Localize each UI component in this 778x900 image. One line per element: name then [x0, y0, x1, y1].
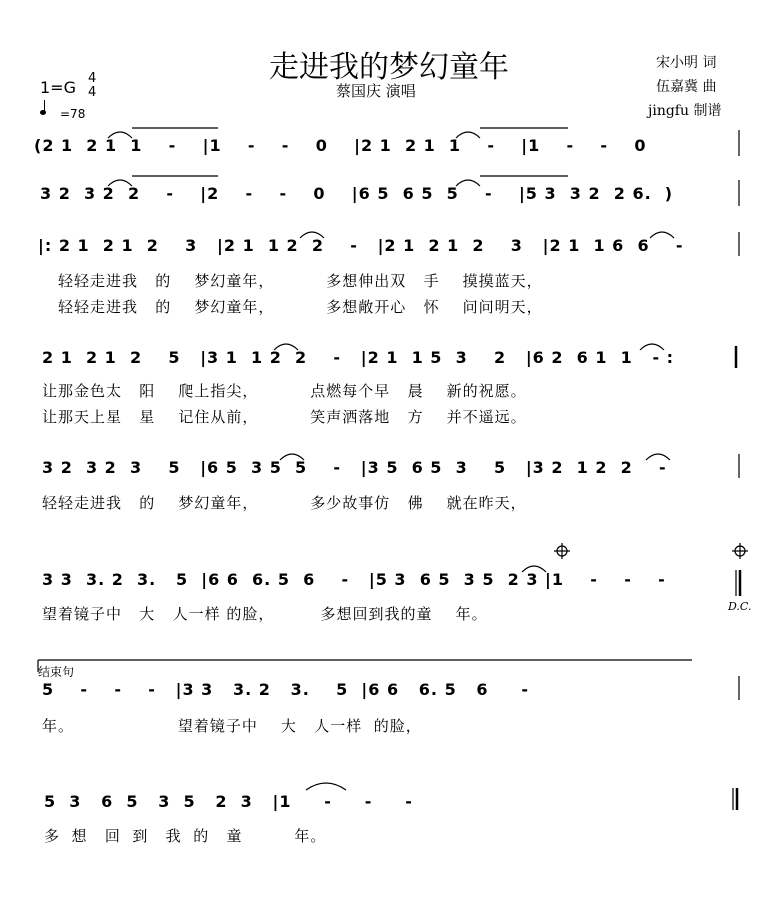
lyricist-credit: 宋小明 词 — [656, 55, 717, 71]
chorus-lyric-1: 轻轻走进我 的 梦幻童年， 多少故事仿 佛 就在昨天， — [42, 494, 527, 512]
coda-lyric-2: 多 想 回 到 我 的 童 年。 — [44, 827, 327, 845]
intro-line-1: (2 1 2 1 1 - |1 - - 0 |2 1 2 1 1 - |1 - - 0 — [34, 136, 647, 155]
coda-label: 结束句 — [38, 665, 75, 679]
verse-lyric-2a: 让那金色太 阳 爬上指尖， 点燃每个早 晨 新的祝愿。 — [42, 382, 527, 400]
arranger-credit: jingfu 制谱 — [648, 103, 722, 119]
intro-line-2: 3 2 3 2 2 - |2 - - 0 |6 5 6 5 5 - |5 3 3 2 2 6. ) — [40, 184, 674, 203]
chorus-notes-1: 3 2 3 2 3 5 |6 5 3 5 5 - |3 5 6 5 3 5 |3 2 1 2 2 - — [42, 458, 667, 477]
verse-notes-1: |: 2 1 2 1 2 3 |2 1 1 2 2 - |2 1 2 1 2 3 |2 1 1 6 6 - — [38, 236, 684, 255]
coda-notes-1: 5 - - - |3 3 3. 2 3. 5 |6 6 6. 5 6 - — [42, 680, 530, 699]
composer-credit: 伍嘉冀 曲 — [656, 79, 717, 95]
singer-credit: 蔡国庆 演唱 — [336, 82, 416, 100]
verse-lyric-1a: 轻轻走进我 的 梦幻童年， 多想伸出双 手 摸摸蓝天， — [58, 272, 543, 290]
coda-lyric-1: 年。 望着镜子中 大 人一样 的脸， — [42, 717, 422, 735]
verse-lyric-2b: 让那天上星 星 记住从前， 笑声洒落地 方 并不遥远。 — [42, 408, 527, 426]
tempo-marking: =78 — [60, 107, 86, 121]
song-title: 走进我的梦幻童年 — [269, 50, 509, 85]
chorus-notes-2: 3 3 3. 2 3. 5 |6 6 6. 5 6 - |5 3 6 5 3 5 2 3 |1 - - - — [42, 570, 666, 589]
dc-marking: D.C. — [728, 600, 752, 613]
time-bottom: 4 — [88, 85, 97, 100]
verse-lyric-1b: 轻轻走进我 的 梦幻童年， 多想敞开心 怀 问问明天， — [58, 298, 543, 316]
key-signature: 1=G — [40, 78, 76, 97]
coda-notes-2: 5 3 6 5 3 5 2 3 |1 - - - — [44, 792, 413, 811]
time-top: 4 — [88, 71, 97, 86]
chorus-lyric-2: 望着镜子中 大 人一样 的脸， 多想回到我的童 年。 — [42, 605, 488, 623]
verse-notes-2: 2 1 2 1 2 5 |3 1 1 2 2 - |2 1 1 5 3 2 |6 2 6 1 1 - : — [42, 348, 675, 367]
